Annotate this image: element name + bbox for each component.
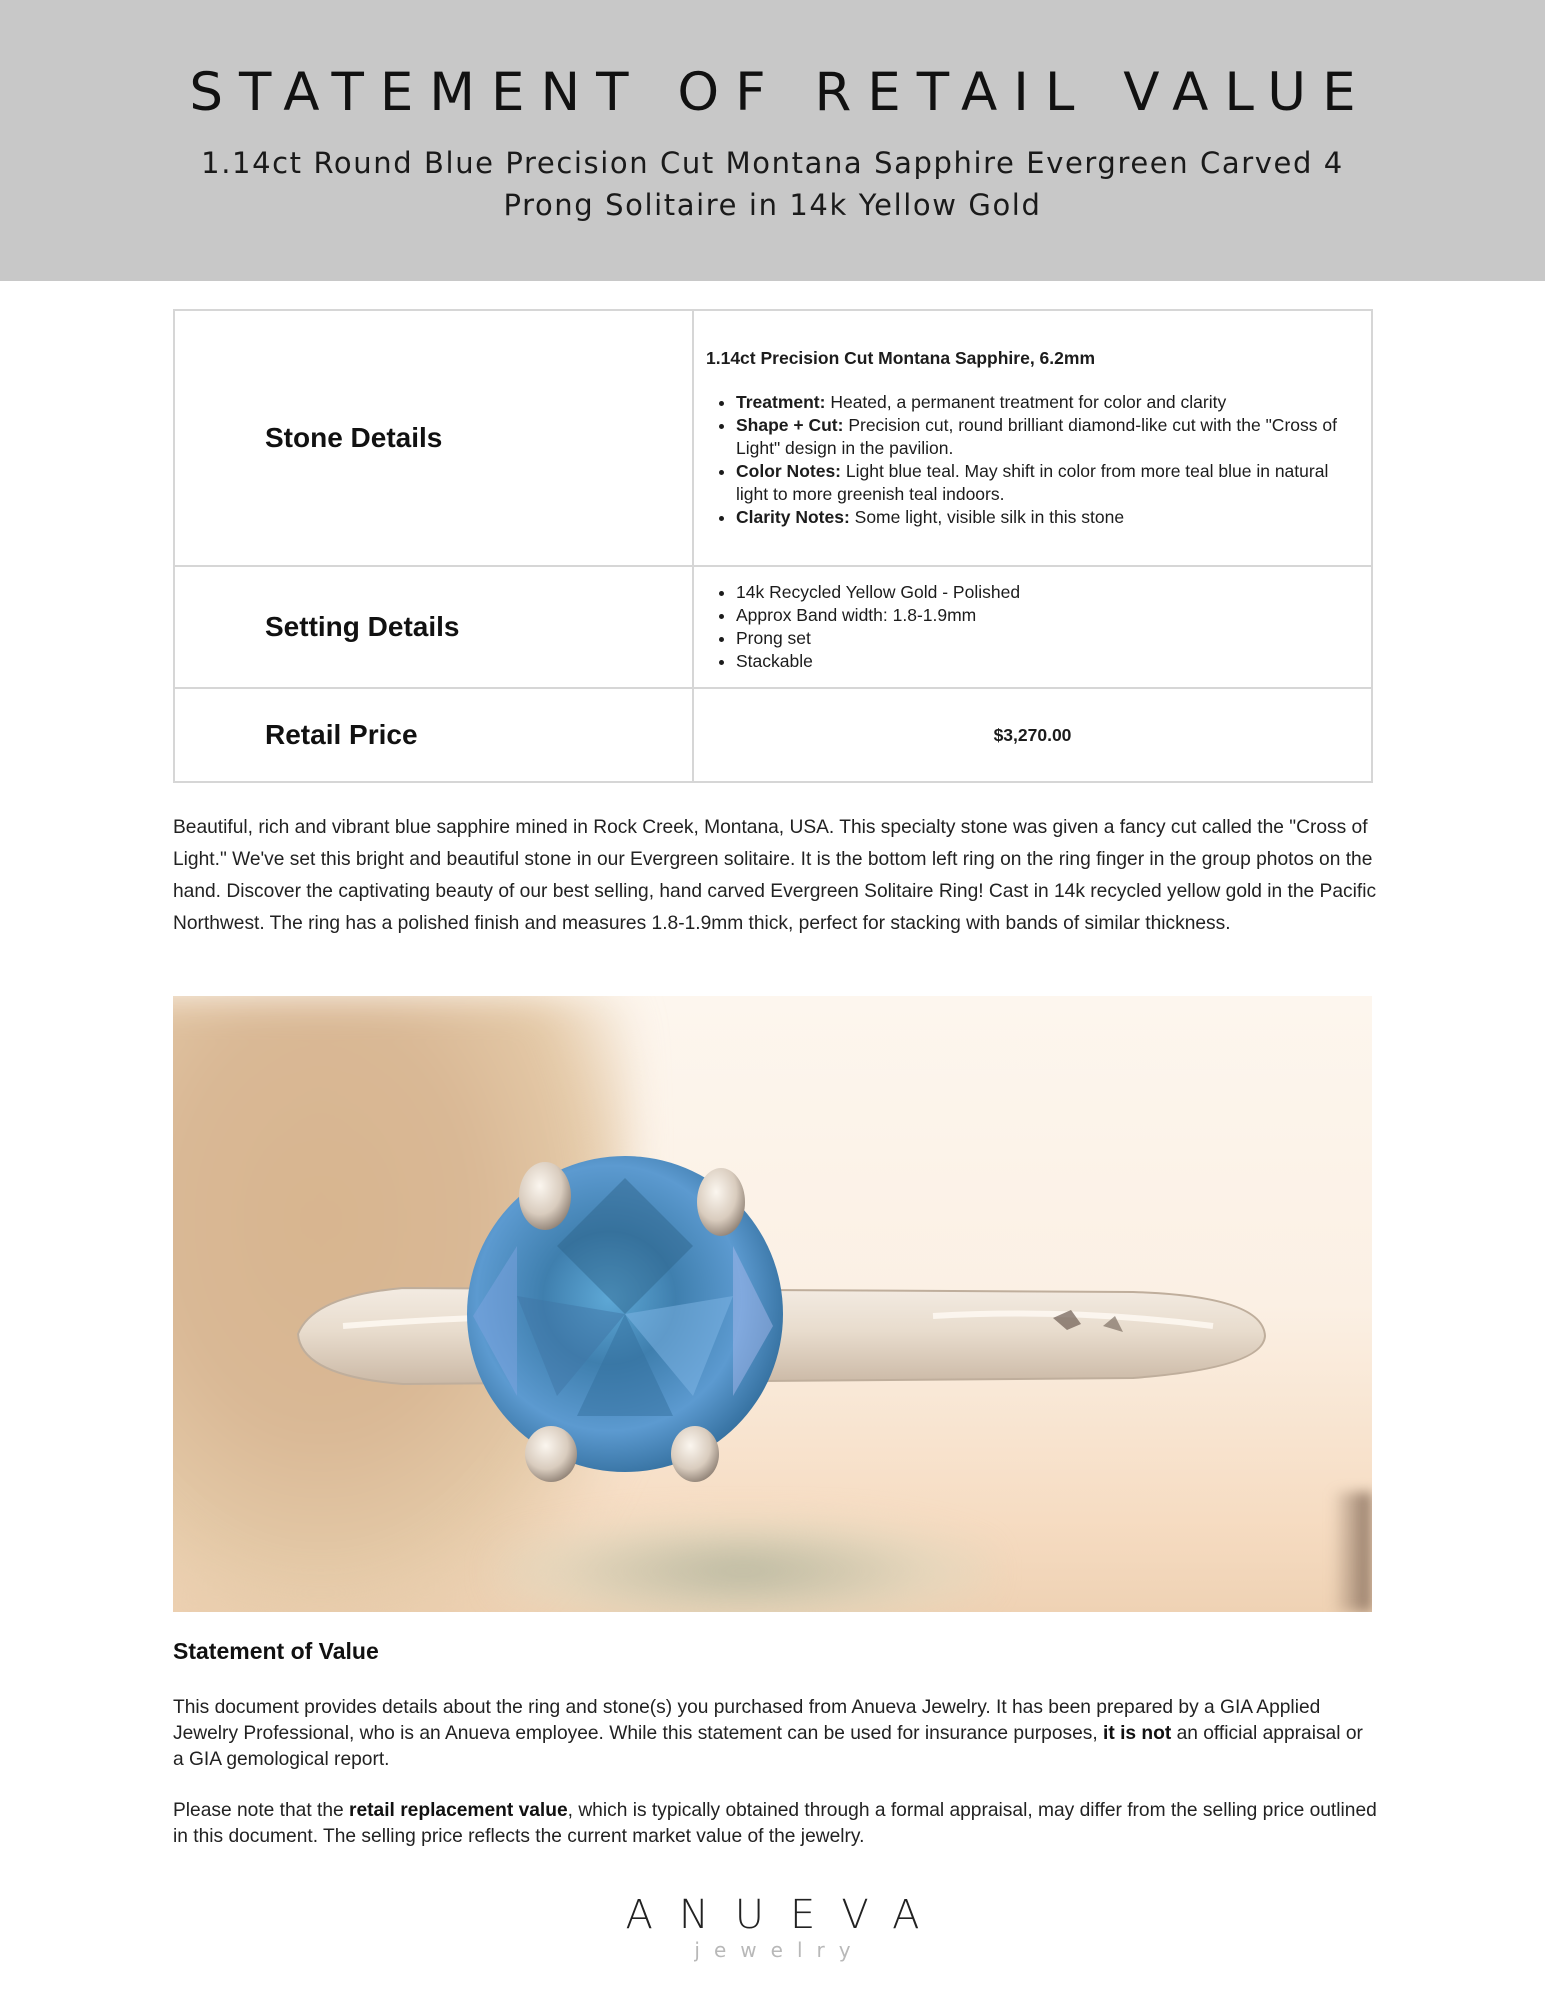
statement-paragraph-2 [173,1798,1378,1850]
details-table [173,309,1373,783]
list-item [736,460,1359,506]
text-span: an official appraisal or a GIA gemological report. [173,1723,1363,1770]
list-item: • Stackable [736,650,1359,673]
prong-top-right [697,1168,745,1236]
header-banner [0,0,1545,281]
setting-details-label: Setting Details [265,611,460,642]
item-key: Color Notes: [736,460,841,481]
list-item: • 14k Recycled Yellow Gold - Polished [736,581,1359,604]
item-key: Treatment: [736,391,826,412]
stone-details-label-cell [174,310,693,566]
setting-details-label-cell [174,566,693,688]
setting-details-list [706,581,1359,673]
stone-details-row [174,310,1372,566]
prong-bottom-left [525,1426,577,1482]
emphasis: retail replacement value [349,1800,568,1821]
item-value: Some light, visible silk in this stone [849,506,1125,527]
text-span: Please note that the [173,1800,350,1821]
retail-price-label: Retail Price [265,719,418,750]
retail-price-label-cell [174,688,693,782]
prong-top-left [519,1162,571,1230]
retail-price-row [174,688,1372,782]
item-value: Precision cut, round brilliant diamond-like cut with the "Cross of Light" design in the pavilion. [736,414,1337,458]
statement-of-value-heading: Statement of Value [173,1638,379,1664]
emphasis: it is not [1103,1723,1172,1744]
list-item: • Approx Band width: 1.8-1.9mm [736,604,1359,627]
product-title: 1.14ct Round Blue Precision Cut Montana Sapphire Evergreen Carved 4 Prong Solitaire in 14k Yellow Gold [201,146,1344,222]
stone-heading: 1.14ct Precision Cut Montana Sapphire, 6.2mm [706,347,1095,368]
setting-details-row [174,566,1372,688]
item-value: Light blue teal. May shift in color from more teal blue in natural light to more greenish teal indoors. [736,460,1329,504]
text-span: This document provides details about the ring and stone(s) you purchased from Anueva Jewelry. It has been prepared by a GIA Applied Jewelry Professional, who is an Anueva employee. While this statement can be used for insurance purposes, [173,1697,1321,1744]
stone-details-content [693,310,1372,566]
logo-wordmark: ANUEVA [625,1892,946,1938]
product-description: Beautiful, rich and vibrant blue sapphire mined in Rock Creek, Montana, USA. This specialty stone was given a fancy cut called the "Cross of Light." We've set this bright and beautiful stone in our Evergreen solitaire. It is the bottom left ring on the ring finger in the group photos on the hand. Discover the captivating beauty of our best selling, hand carved Evergreen Solitaire Ring! Cast in 14k recycled yellow gold in the Pacific Northwest. The ring has a polished finish and measures 1.8-1.9mm thick, perfect for stacking with bands of similar thickness. [173,817,1377,934]
prong-bottom-right [671,1426,719,1482]
statement-paragraph-1 [173,1695,1378,1773]
document-title: STATEMENT OF RETAIL VALUE [189,62,1372,123]
text-span: , which is typically obtained through a formal appraisal, may differ from the selling price outlined in this document. The selling price reflects the current market value of the jewelry. [173,1800,1377,1847]
stone-details-list [706,391,1359,529]
anueva-logo [0,1893,1545,1961]
ring-illustration [173,996,1372,1612]
item-key: Shape + Cut: [736,414,844,435]
stone-details-label: Stone Details [265,422,443,453]
list-item [736,391,1359,414]
setting-details-content [693,566,1372,688]
list-item [736,506,1359,529]
item-value: Heated, a permanent treatment for color and clarity [825,391,1227,412]
item-key: Clarity Notes: [736,506,850,527]
retail-price-value: $3,270.00 [693,688,1372,782]
product-photo [173,996,1372,1612]
logo-tagline: jewelry [694,1938,865,1962]
list-item: • Prong set [736,627,1359,650]
list-item [736,414,1359,460]
